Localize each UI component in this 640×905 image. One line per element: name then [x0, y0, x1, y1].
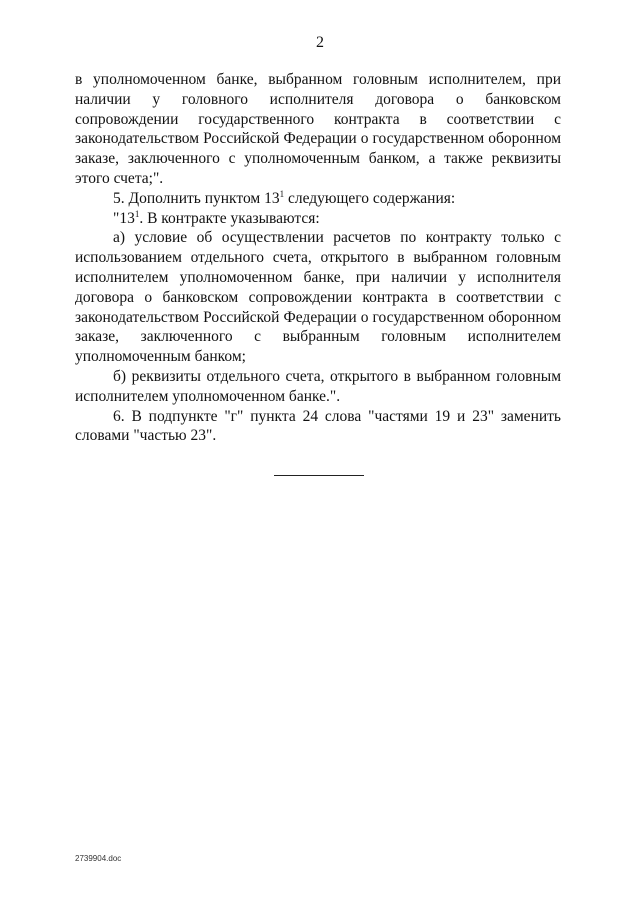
paragraph-subitem-b: б) реквизиты отдельного счета, открытого в выбранном головным исполнителем уполномоченном банке.".	[75, 367, 561, 405]
paragraph-item-13-1-tail: . В контракте указываются:	[139, 209, 320, 227]
paragraph-item-5-tail: следующего содержания:	[284, 189, 456, 207]
paragraph-item-5-text: 5. Дополнить пунктом 13	[113, 189, 280, 207]
footer-doc-code: 2739904.doc	[75, 854, 122, 863]
paragraph-subitem-a: а) условие об осуществлении расчетов по контракту только с использованием отдельного счета, открытого в выбранном головным исполнителем уполномоченном банке, при наличии у исполнителя договора о банковском сопровождении контракта в соответствии с законодательством Российской Федерации о государственном оборонном заказе, заключенного с выбранным головным исполнителем уполномоченным банком;	[75, 229, 561, 366]
superscript-1: 1	[279, 188, 285, 199]
paragraph-item-13-1	[75, 209, 561, 229]
page-number: 2	[316, 34, 324, 51]
document-body	[75, 70, 561, 446]
paragraph-item-6: 6. В подпункте "г" пункта 24 слова "частями 19 и 23" заменить словами "частью 23".	[75, 407, 561, 445]
paragraph-item-5	[75, 189, 561, 209]
end-divider	[274, 475, 364, 476]
paragraph-continuation: в уполномоченном банке, выбранном головным исполнителем, при наличии у головного исполнителя договора о банковском сопровождении государственного контракта в соответствии с законодательством Российской Федерации о государственном оборонном заказе, заключенного с уполномоченным банком, а также реквизиты этого счета;".	[75, 71, 561, 187]
paragraph-item-13-1-text: "13	[113, 209, 135, 227]
superscript-1: 1	[134, 208, 140, 219]
